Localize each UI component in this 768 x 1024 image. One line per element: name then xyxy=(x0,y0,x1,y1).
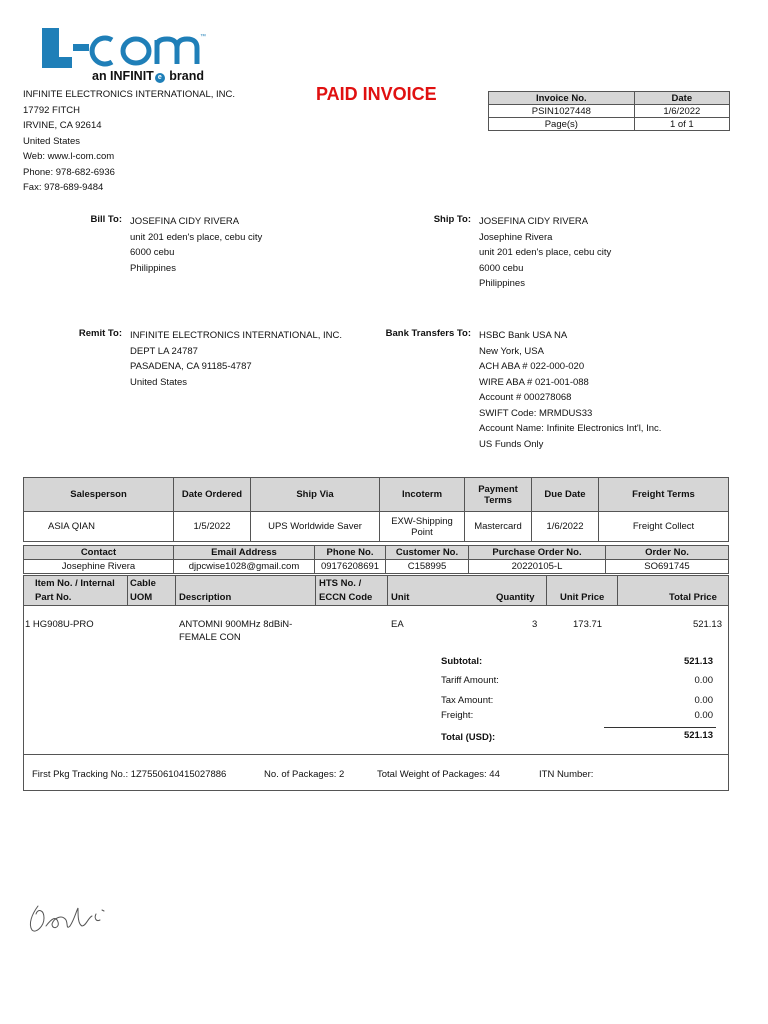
itn-number: ITN Number: xyxy=(539,769,594,780)
remit-to-line: INFINITE ELECTRONICS INTERNATIONAL, INC. xyxy=(130,330,343,341)
eccn-header: ECCN Code xyxy=(319,592,373,603)
line-items-header xyxy=(24,576,728,606)
tax-value: 0.00 xyxy=(694,695,713,706)
shipping-footer xyxy=(24,754,728,791)
email-header: Email Address xyxy=(174,546,315,560)
ship-to-address xyxy=(479,214,611,292)
uom-header: UOM xyxy=(130,592,153,603)
invoice-no-value: PSIN1027448 xyxy=(489,105,635,118)
total-divider xyxy=(604,727,716,728)
date-ordered-value: 1/5/2022 xyxy=(174,512,251,542)
remit-to-label: Remit To: xyxy=(78,328,122,339)
remit-to-address xyxy=(130,328,342,390)
payment-terms-value: Mastercard xyxy=(465,512,532,542)
description-cell-line1: ANTOMNI 900MHz 8dBiN- xyxy=(179,619,293,630)
total-value: 521.13 xyxy=(683,730,713,741)
ship-to-line: JOSEFINA CIDY RIVERA xyxy=(479,216,589,227)
page-title: PAID INVOICE xyxy=(316,84,437,104)
contact-header: Contact xyxy=(24,546,174,560)
freight-terms-value: Freight Collect xyxy=(599,512,729,542)
date-value: 1/6/2022 xyxy=(634,105,729,118)
bank-line: ACH ABA # 022-000-020 xyxy=(479,361,585,372)
freight-terms-header: Freight Terms xyxy=(599,478,729,512)
bank-line: New York, USA xyxy=(479,345,544,357)
total-price-header: Total Price xyxy=(669,592,717,603)
pages-label: Page(s) xyxy=(489,118,635,131)
bill-to-line: JOSEFINA CIDY RIVERA xyxy=(130,216,240,227)
subtotal-label: Subtotal: xyxy=(441,656,483,667)
unit-price-header: Unit Price xyxy=(560,592,605,603)
customer-no-value: C158995 xyxy=(386,560,469,574)
remit-to-line: United States xyxy=(130,376,188,388)
payment-terms-header: Payment Terms xyxy=(465,478,532,512)
line-items-section xyxy=(23,575,729,791)
total-label: Total (USD): xyxy=(441,732,496,743)
company-country: United States xyxy=(23,135,81,147)
tracking-number: First Pkg Tracking No.: 1Z7550610415027886 xyxy=(32,769,227,780)
unit-price-cell: 173.71 xyxy=(573,619,603,630)
due-date-value: 1/6/2022 xyxy=(532,512,599,542)
order-no-value: SO691745 xyxy=(606,560,729,574)
item-no-cell: 1 HG908U-PRO xyxy=(25,619,94,630)
package-weight: Total Weight of Packages: 44 xyxy=(377,769,500,780)
date-ordered-header: Date Ordered xyxy=(174,478,251,512)
quantity-cell: 3 xyxy=(532,619,538,630)
ship-to-line: unit 201 eden's place, cebu city xyxy=(479,247,612,258)
po-no-header: Purchase Order No. xyxy=(469,546,606,560)
signature xyxy=(22,900,122,936)
order-info-table xyxy=(23,477,729,542)
salesperson-header: Salesperson xyxy=(24,478,174,512)
bill-to-line: unit 201 eden's place, cebu city xyxy=(130,231,263,243)
item-no-header: Item No. / Internal xyxy=(35,578,115,589)
bill-to-label: Bill To: xyxy=(90,214,122,225)
company-city: IRVINE, CA 92614 xyxy=(23,120,102,131)
subtotal-value: 521.13 xyxy=(683,656,713,667)
incoterm-header: Incoterm xyxy=(380,478,465,512)
contact-table xyxy=(23,545,729,574)
infinite-mark-icon: e xyxy=(155,73,165,83)
hts-header: HTS No. / xyxy=(319,578,362,589)
freight-label: Freight: xyxy=(441,710,474,721)
contact-value: Josephine Rivera xyxy=(24,560,174,574)
incoterm-value: EXW-Shipping Point xyxy=(380,512,465,542)
bank-transfers-label: Bank Transfers To: xyxy=(385,328,471,339)
email-value: djpcwise1028@gmail.com xyxy=(174,560,315,574)
bill-to-address xyxy=(130,214,262,276)
ship-to-line: Philippines xyxy=(479,278,525,289)
svg-text:™: ™ xyxy=(200,34,206,40)
bank-line: HSBC Bank USA NA xyxy=(479,330,568,341)
quantity-header: Quantity xyxy=(496,592,535,603)
description-cell-line2: FEMALE CON xyxy=(179,632,241,643)
ship-via-header: Ship Via xyxy=(251,478,380,512)
invoice-no-header: Invoice No. xyxy=(489,92,635,105)
tax-label: Tax Amount: xyxy=(441,695,494,706)
ship-to-line: 6000 cebu xyxy=(479,262,524,274)
company-fax: Fax: 978-689-9484 xyxy=(23,182,104,193)
customer-no-header: Customer No. xyxy=(386,546,469,560)
freight-value: 0.00 xyxy=(694,710,713,721)
phone-value: 09176208691 xyxy=(315,560,386,574)
remit-to-line: DEPT LA 24787 xyxy=(130,345,198,357)
company-phone: Phone: 978-682-6936 xyxy=(23,166,115,178)
tariff-label: Tariff Amount: xyxy=(441,675,499,686)
remit-to-line: PASADENA, CA 91185-4787 xyxy=(130,361,252,372)
unit-header: Unit xyxy=(391,592,410,603)
tariff-value: 0.00 xyxy=(694,675,713,686)
company-address xyxy=(23,87,235,196)
logo-tagline: an INFINIT e brand xyxy=(92,69,205,83)
bank-details xyxy=(479,328,661,452)
bank-line: SWIFT Code: MRMDUS33 xyxy=(479,407,593,419)
bank-line: WIRE ABA # 021-001-088 xyxy=(479,376,589,388)
due-date-header: Due Date xyxy=(532,478,599,512)
total-price-cell: 521.13 xyxy=(692,619,722,630)
bill-to-line: 6000 cebu xyxy=(130,247,175,258)
po-no-value: 20220105-L xyxy=(469,560,606,574)
company-street: 17792 FITCH xyxy=(23,104,81,116)
ship-to-line: Josephine Rivera xyxy=(479,231,553,243)
cable-header: Cable xyxy=(130,578,156,589)
invoice-meta-table xyxy=(488,91,730,131)
signature-icon xyxy=(22,900,122,936)
order-no-header: Order No. xyxy=(606,546,729,560)
part-no-header: Part No. xyxy=(35,592,72,603)
ship-to-label: Ship To: xyxy=(433,214,471,225)
lcom-logo-icon xyxy=(40,26,235,74)
bank-line: Account # 000278068 xyxy=(479,392,572,403)
salesperson-value: ASIA QIAN xyxy=(24,512,174,542)
phone-header: Phone No. xyxy=(315,546,386,560)
description-header: Description xyxy=(179,592,232,603)
unit-cell: EA xyxy=(391,619,404,630)
bank-line: US Funds Only xyxy=(479,438,544,450)
company-name: INFINITE ELECTRONICS INTERNATIONAL, INC. xyxy=(23,89,236,100)
bill-to-line: Philippines xyxy=(130,262,176,274)
company-web: Web: www.l-com.com xyxy=(23,151,115,162)
date-header: Date xyxy=(634,92,729,105)
ship-via-value: UPS Worldwide Saver xyxy=(251,512,380,542)
bank-line: Account Name: Infinite Electronics Int'l, Inc. xyxy=(479,423,662,434)
pages-value: 1 of 1 xyxy=(634,118,729,131)
package-count: No. of Packages: 2 xyxy=(264,769,345,780)
